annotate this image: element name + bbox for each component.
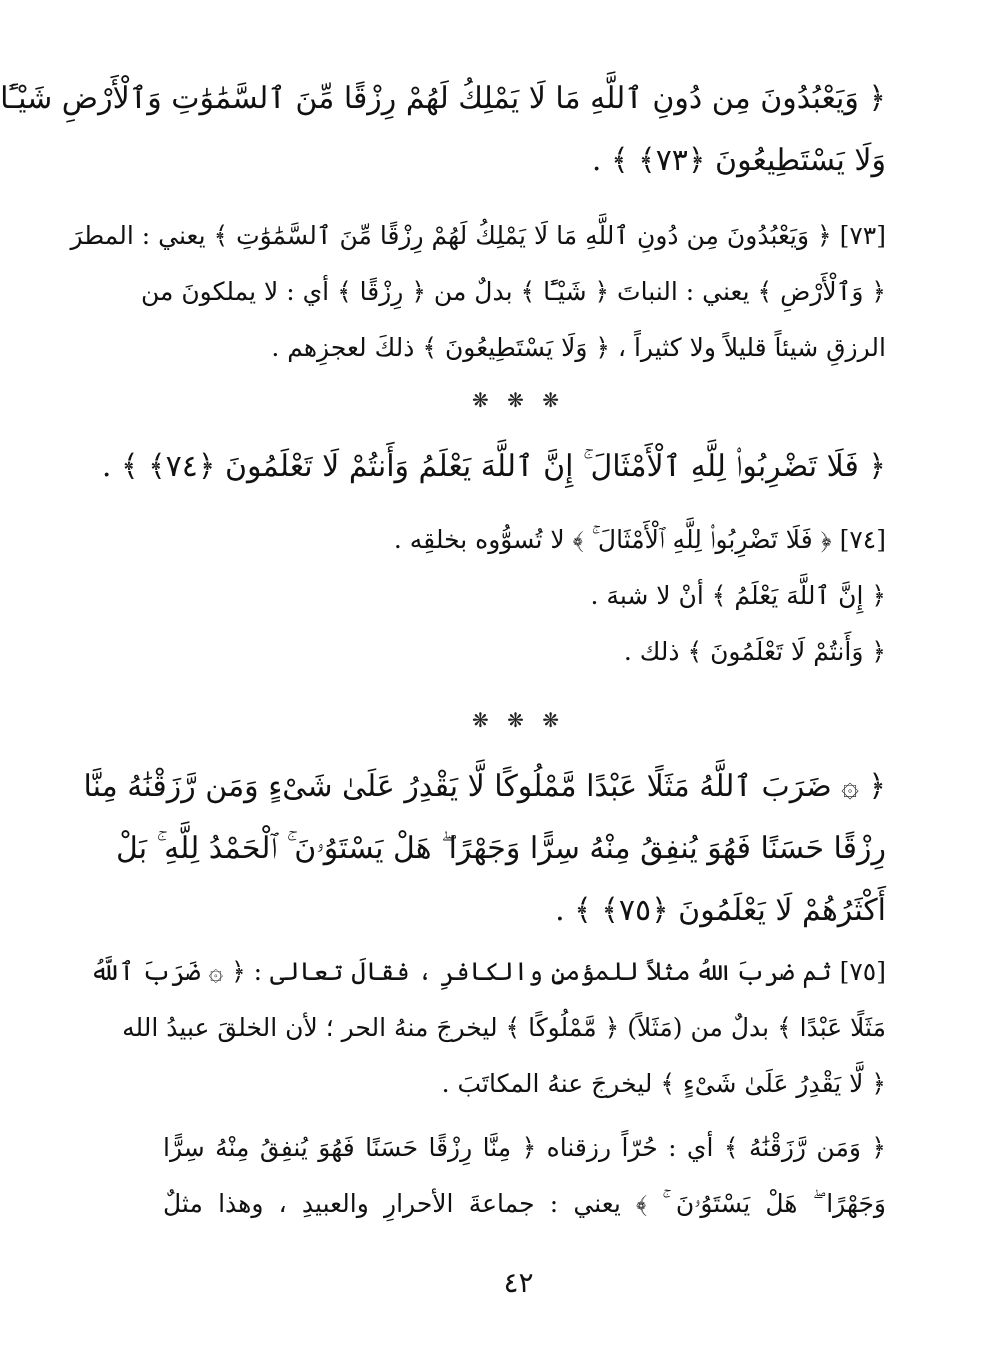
commentary-line: [٧٣] ﴿ وَيَعْبُدُونَ مِن دُونِ ٱللَّهِ مَا لَا يَمْلِكُ لَهُمْ رِزْقًا مِّنَ ٱلسَّمَٰوَٰتِ ﴾ يعني : المطرَ [70, 221, 886, 250]
verse-73 [0, 68, 886, 192]
verse-line: ﴿ فَلَا تَضْرِبُوا۟ لِلَّهِ ٱلْأَمْثَالَ ۚ إِنَّ ٱللَّهَ يَعْلَمُ وَأَنتُمْ لَا تَعْلَمُونَ ﴿٧٤﴾ ﴾ . [101, 449, 886, 484]
commentary-line: [٧٥] ثم ضربَ اللهُ مثلاً للمؤمنِ والكافرِ ، فقالَ تعالى : ﴿ ۞ ضَرَبَ ٱللَّهُ [90, 957, 886, 986]
commentary-line: ﴿ لَّا يَقْدِرُ عَلَىٰ شَىْءٍ ﴾ ليخرجَ عنهُ المكاتَبَ . [441, 1069, 886, 1098]
verse-74 [101, 436, 886, 498]
commentary-74 [163, 512, 886, 680]
commentary-line: مَثَلًا عَبْدًا ﴾ بدلٌ من (مَثَلاً) ﴿ مَّمْلُوكًا ﴾ ليخرجَ منهُ الحر ؛ لأن الخلقَ عبيدُ الله [122, 1013, 886, 1042]
verse-line: وَلَا يَسْتَطِيعُونَ ﴿٧٣﴾ ﴾ . [591, 143, 886, 178]
section-separator: ❋ ❋ ❋ [472, 708, 565, 732]
verse-line: ﴿ وَيَعْبُدُونَ مِن دُونِ ٱللَّهِ مَا لَا يَمْلِكُ لَهُمْ رِزْقًا مِّنَ ٱلسَّمَٰوَٰتِ وَٱلْأَرْضِ شَيْـًٔا [0, 81, 886, 116]
commentary-line: ﴿ وَأَنتُمْ لَا تَعْلَمُونَ ﴾ ذلك . [623, 637, 886, 666]
commentary-75 [90, 944, 886, 1112]
verse-line: أَكْثَرُهُمْ لَا يَعْلَمُونَ ﴿٧٥﴾ ﴾ . [555, 893, 886, 928]
commentary-line: وَجَهْرًا ۖ هَلْ يَسْتَوُۥنَ ۚ ﴾ يعني : جماعةَ الأحرارِ والعبيدِ ، وهذا مثلٌ [163, 1189, 886, 1218]
verse-75 [83, 756, 886, 942]
commentary-line: [٧٤] ﴿ فَلَا تَضْرِبُوا۟ لِلَّهِ ٱلْأَمْثَالَ ۚ ﴾ لا تُسوُّوه بخلقِه . [393, 525, 886, 554]
commentary-line: ﴿ وَٱلْأَرْضِ ﴾ يعني : النباتَ ﴿ شَيْـًٔا ﴾ بدلٌ من ﴿ رِزْقًا ﴾ أي : لا يملكونَ من [140, 277, 886, 306]
commentary-75-continued [163, 1120, 886, 1232]
commentary-line: الرزقِ شيئاً قليلاً ولا كثيراً ، ﴿ وَلَا يَسْتَطِيعُونَ ﴾ ذلكَ لعجزِهم . [271, 333, 886, 362]
verse-line: رِزْقًا حَسَنًا فَهُوَ يُنفِقُ مِنْهُ سِرًّا وَجَهْرًا ۖ هَلْ يَسْتَوُۥنَ ۚ ٱلْحَمْدُ لِلَّهِ ۚ بَلْ [115, 831, 886, 866]
commentary-line: ﴿ إِنَّ ٱللَّهَ يَعْلَمُ ﴾ أنْ لا شبهَ . [590, 581, 886, 610]
page-number: ٤٢ [503, 1266, 534, 1299]
section-separator: ❋ ❋ ❋ [472, 388, 565, 412]
verse-line: ﴿ ۞ ضَرَبَ ٱللَّهُ مَثَلًا عَبْدًا مَّمْلُوكًا لَّا يَقْدِرُ عَلَىٰ شَىْءٍ وَمَن رَّزَقْنَٰهُ مِنَّا [83, 769, 886, 804]
commentary-73 [70, 208, 886, 376]
commentary-line: ﴿ وَمَن رَّزَقْنَٰهُ ﴾ أي : حُرّاً رزقناه ﴿ مِنَّا رِزْقًا حَسَنًا فَهُوَ يُنفِقُ مِنْهُ سِرًّا [163, 1133, 886, 1162]
